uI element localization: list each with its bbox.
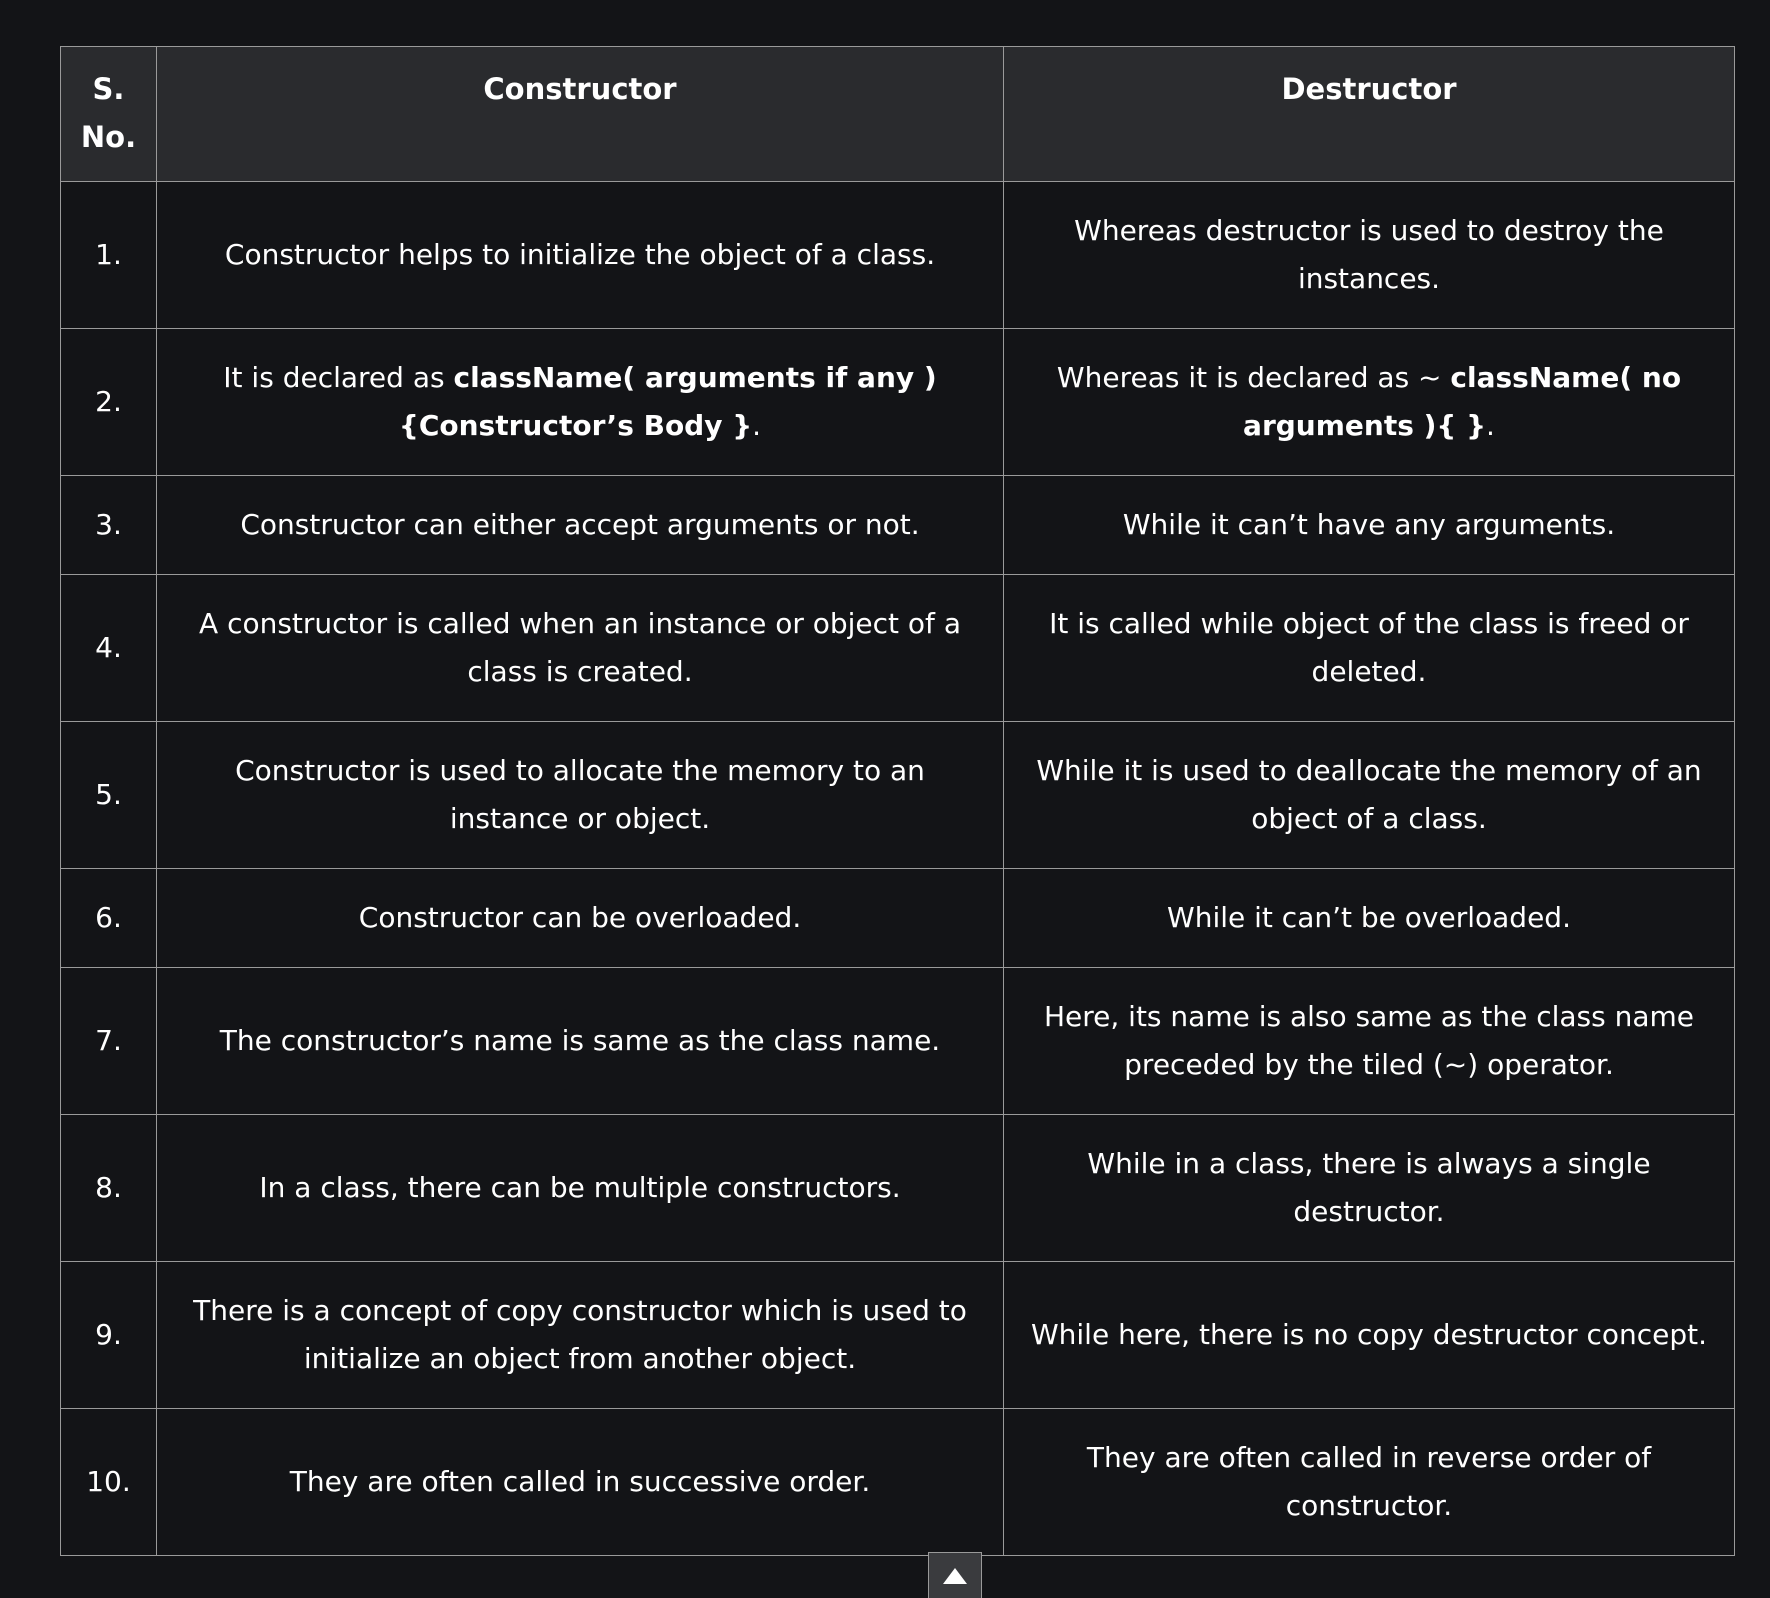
scroll-to-top-button[interactable] <box>928 1552 982 1598</box>
cell-text: . <box>1486 409 1495 442</box>
cell-text: Constructor can either accept arguments or not. <box>240 508 920 541</box>
cell-text: They are often called in successive order. <box>289 1465 871 1498</box>
cell-text: They are often called in reverse order of constructor. <box>1086 1441 1652 1522</box>
cell-text: While it is used to deallocate the memory of an object of a class. <box>1036 754 1702 835</box>
cell-text: In a class, there can be multiple constructors. <box>259 1171 901 1204</box>
table-row <box>61 869 1735 968</box>
row-destructor <box>1004 1409 1735 1556</box>
table-row <box>61 575 1735 722</box>
row-destructor <box>1004 968 1735 1115</box>
cell-text: While here, there is no copy destructor concept. <box>1030 1318 1708 1351</box>
row-constructor <box>157 1262 1004 1409</box>
row-sno: 9. <box>61 1262 157 1409</box>
cell-text: A constructor is called when an instance or object of a class is created. <box>199 607 961 688</box>
cell-text: . <box>752 409 762 442</box>
comparison-table <box>60 46 1735 1556</box>
row-sno: 6. <box>61 869 157 968</box>
table-row <box>61 476 1735 575</box>
cell-text: While in a class, there is always a single destructor. <box>1087 1147 1651 1228</box>
cell-text: There is a concept of copy constructor which is used to initialize an object from another object. <box>193 1294 967 1375</box>
row-constructor <box>157 722 1004 869</box>
row-constructor <box>157 329 1004 476</box>
table-row <box>61 1262 1735 1409</box>
cell-text: While it can’t have any arguments. <box>1122 508 1616 541</box>
row-constructor <box>157 182 1004 329</box>
row-destructor <box>1004 476 1735 575</box>
code-syntax: className( arguments if any ){Constructor’s Body } <box>398 361 937 442</box>
cell-text: Whereas it is declared as ~ <box>1056 361 1451 394</box>
row-destructor <box>1004 329 1735 476</box>
row-destructor <box>1004 575 1735 722</box>
table-row <box>61 1409 1735 1556</box>
cell-text: Constructor helps to initialize the object of a class. <box>224 238 936 271</box>
row-constructor <box>157 869 1004 968</box>
row-constructor <box>157 1409 1004 1556</box>
cell-text: Constructor can be overloaded. <box>358 901 802 934</box>
row-sno: 4. <box>61 575 157 722</box>
row-destructor <box>1004 182 1735 329</box>
cell-text: It is declared as <box>223 361 454 394</box>
row-sno: 2. <box>61 329 157 476</box>
row-sno: 1. <box>61 182 157 329</box>
cell-text: Constructor is used to allocate the memory to an instance or object. <box>235 754 925 835</box>
row-destructor <box>1004 869 1735 968</box>
cell-text: It is called while object of the class is freed or deleted. <box>1049 607 1689 688</box>
cell-text: The constructor’s name is same as the class name. <box>219 1024 941 1057</box>
table-row <box>61 968 1735 1115</box>
row-sno: 8. <box>61 1115 157 1262</box>
row-sno: 10. <box>61 1409 157 1556</box>
row-constructor <box>157 575 1004 722</box>
row-destructor <box>1004 1115 1735 1262</box>
table-row <box>61 329 1735 476</box>
header-constructor: Constructor <box>157 47 1004 182</box>
row-constructor <box>157 968 1004 1115</box>
table-row <box>61 1115 1735 1262</box>
header-sno: S. No. <box>61 47 157 182</box>
cell-text: Here, its name is also same as the class name preceded by the tiled (~) operator. <box>1043 1000 1695 1081</box>
row-constructor <box>157 476 1004 575</box>
row-destructor <box>1004 722 1735 869</box>
row-sno: 5. <box>61 722 157 869</box>
table-row <box>61 722 1735 869</box>
row-destructor <box>1004 1262 1735 1409</box>
triangle-up-icon <box>943 1568 967 1584</box>
row-sno: 7. <box>61 968 157 1115</box>
table-header-row <box>61 47 1735 182</box>
code-syntax: className( no arguments ){ } <box>1243 361 1682 442</box>
row-constructor <box>157 1115 1004 1262</box>
cell-text: Whereas destructor is used to destroy the instances. <box>1074 214 1664 295</box>
row-sno: 3. <box>61 476 157 575</box>
table-row <box>61 182 1735 329</box>
cell-text: While it can’t be overloaded. <box>1167 901 1571 934</box>
header-destructor: Destructor <box>1004 47 1735 182</box>
